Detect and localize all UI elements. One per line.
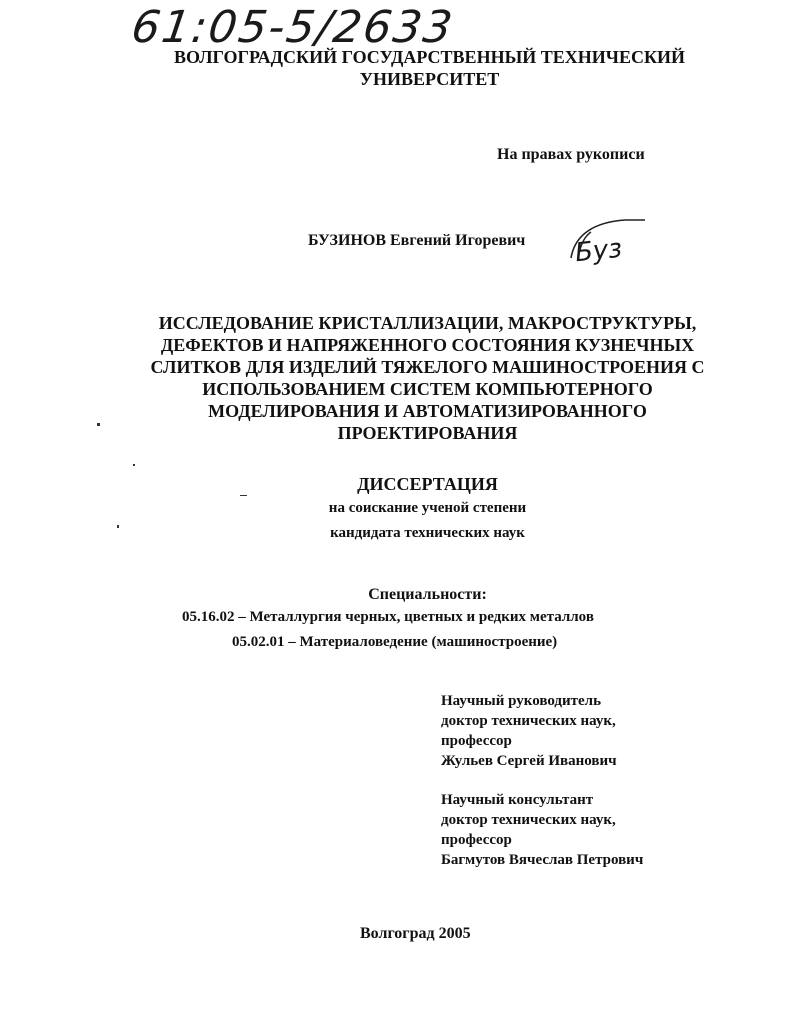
university-line: ВОЛГОГРАДСКИЙ ГОСУДАРСТВЕННЫЙ ТЕХНИЧЕСКИЙ	[173, 47, 686, 67]
archive-code-handwritten: 61:05-5/2633	[128, 2, 458, 53]
scan-speck	[133, 464, 135, 466]
title-line: МОДЕЛИРОВАНИЯ И АВТОМАТИЗИРОВАННОГО	[208, 401, 647, 421]
specialty-item: 05.16.02 – Металлургия черных, цветных и редких металлов	[182, 609, 594, 625]
specialty-item: 05.02.01 – Материаловедение (машиностроение)	[232, 634, 558, 650]
manuscript-rights: На правах рукописи	[497, 146, 645, 163]
advisor-role: Научный консультант	[441, 792, 594, 808]
scan-speck	[97, 423, 100, 426]
scan-speck	[240, 495, 247, 496]
dissertation-type: ДИССЕРТАЦИЯ	[357, 474, 498, 494]
title-line: ПРОЕКТИРОВАНИЯ	[337, 423, 518, 443]
degree-line: на соискание ученой степени	[328, 500, 527, 516]
advisor-name: Багмутов Вячеслав Петрович	[441, 852, 644, 868]
scan-speck	[117, 525, 119, 528]
university-line: УНИВЕРСИТЕТ	[359, 69, 500, 89]
title-line: СЛИТКОВ ДЛЯ ИЗДЕЛИЙ ТЯЖЕЛОГО МАШИНОСТРОЕНИЯ С	[150, 357, 705, 377]
city-year: Волгоград 2005	[360, 925, 471, 942]
specialties-heading: Специальности:	[368, 586, 487, 603]
scientific-consultant	[441, 790, 643, 870]
author-name: БУЗИНОВ Евгений Игоревич	[308, 232, 526, 249]
dissertation-title	[28, 312, 799, 444]
scientific-supervisor	[441, 691, 617, 771]
title-line: ИССЛЕДОВАНИЕ КРИСТАЛЛИЗАЦИИ, МАКРОСТРУКТУРЫ,	[158, 313, 697, 333]
advisor-name: Жульев Сергей Иванович	[441, 753, 617, 769]
advisor-rank: профессор	[441, 832, 512, 848]
author-signature: Буз	[573, 233, 624, 269]
title-line: ИСПОЛЬЗОВАНИЕМ СИСТЕМ КОМПЬЮТЕРНОГО	[202, 379, 653, 399]
university-name	[30, 46, 799, 90]
degree-line: кандидата технических наук	[330, 525, 525, 541]
advisor-rank: профессор	[441, 733, 512, 749]
advisor-role: Научный руководитель	[441, 693, 601, 709]
advisor-degree: доктор технических наук,	[441, 713, 616, 729]
title-line: ДЕФЕКТОВ И НАПРЯЖЕННОГО СОСТОЯНИЯ КУЗНЕЧНЫХ	[160, 335, 695, 355]
advisor-degree: доктор технических наук,	[441, 812, 616, 828]
